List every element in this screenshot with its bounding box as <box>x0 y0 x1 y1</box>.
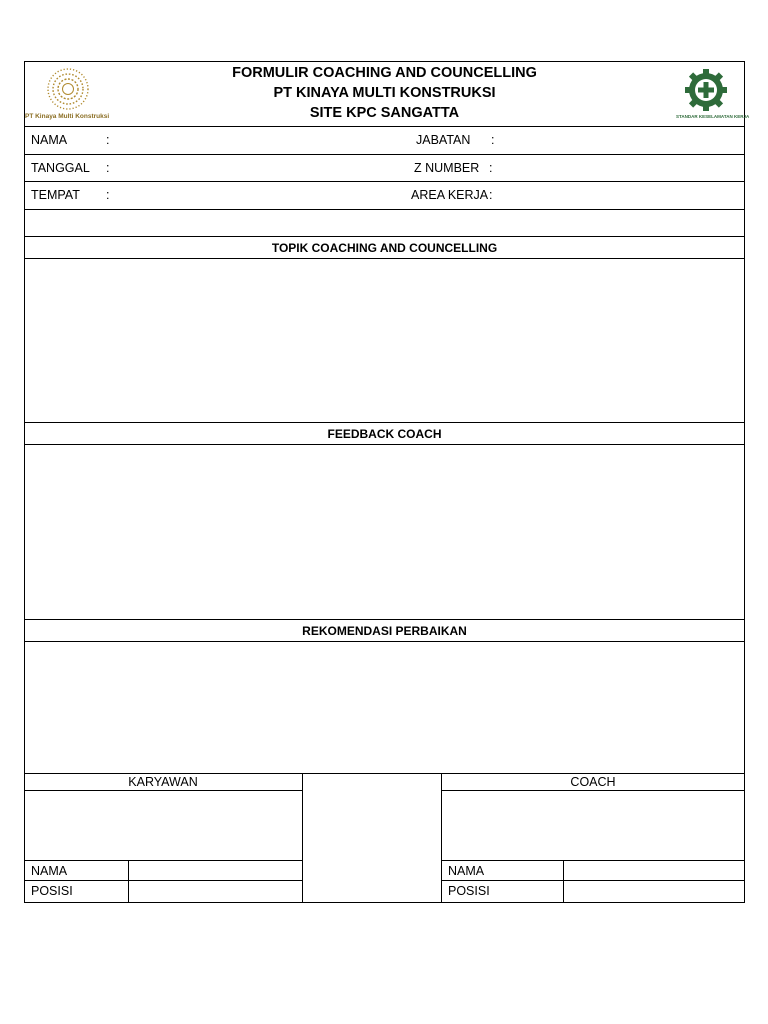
karyawan-posisi-field[interactable] <box>129 881 302 902</box>
tempat-label: TEMPAT <box>31 188 80 202</box>
row-divider <box>24 154 745 155</box>
karyawan-signature-area[interactable] <box>25 791 302 860</box>
rekomendasi-content-area[interactable] <box>25 642 744 773</box>
safety-logo-caption: STANDAR KESELAMATAN KERJA <box>676 114 750 119</box>
feedback-content-area[interactable] <box>25 445 744 619</box>
jabatan-colon: : <box>491 133 495 147</box>
nama-label: NAMA <box>31 133 68 147</box>
tanggal-label: TANGGAL <box>31 161 90 175</box>
tempat-colon: : <box>106 188 110 202</box>
karyawan-header: KARYAWAN <box>128 775 198 789</box>
row-divider <box>24 422 745 423</box>
znumber-label: Z NUMBER <box>414 161 480 175</box>
area-kerja-label: AREA KERJA <box>411 188 489 202</box>
row-divider <box>24 181 745 182</box>
form-title: FORMULIR COACHING AND COUNCELLING <box>232 65 537 81</box>
row-divider <box>24 619 745 620</box>
topik-section-title: TOPIK COACHING AND COUNCELLING <box>271 241 498 255</box>
row-divider <box>24 773 745 774</box>
coach-header: COACH <box>570 775 616 789</box>
row-divider <box>24 126 745 127</box>
jabatan-label: JABATAN <box>416 133 471 147</box>
company-logo-caption: PT Kinaya Multi Konstruksi <box>25 113 110 120</box>
row-divider <box>24 236 745 237</box>
coach-nama-label: NAMA <box>448 864 485 878</box>
topik-content-area[interactable] <box>25 259 744 422</box>
area-kerja-colon: : <box>489 188 493 202</box>
coach-posisi-label: POSISI <box>448 884 490 898</box>
nama-colon: : <box>106 133 110 147</box>
tanggal-colon: : <box>106 161 110 175</box>
znumber-colon: : <box>489 161 493 175</box>
company-name: PT KINAYA MULTI KONSTRUKSI <box>273 85 496 101</box>
feedback-section-title: FEEDBACK COACH <box>327 427 442 441</box>
karyawan-nama-field[interactable] <box>129 861 302 880</box>
coach-posisi-field[interactable] <box>564 881 744 902</box>
karyawan-posisi-label: POSISI <box>31 884 73 898</box>
site-name: SITE KPC SANGATTA <box>309 105 460 121</box>
row-divider <box>24 209 745 210</box>
rekomendasi-section-title: REKOMENDASI PERBAIKAN <box>302 624 467 638</box>
header-title-block <box>24 64 745 124</box>
karyawan-nama-label: NAMA <box>31 864 68 878</box>
coach-signature-area[interactable] <box>442 791 745 860</box>
coach-nama-field[interactable] <box>564 861 744 880</box>
column-divider <box>302 773 303 903</box>
